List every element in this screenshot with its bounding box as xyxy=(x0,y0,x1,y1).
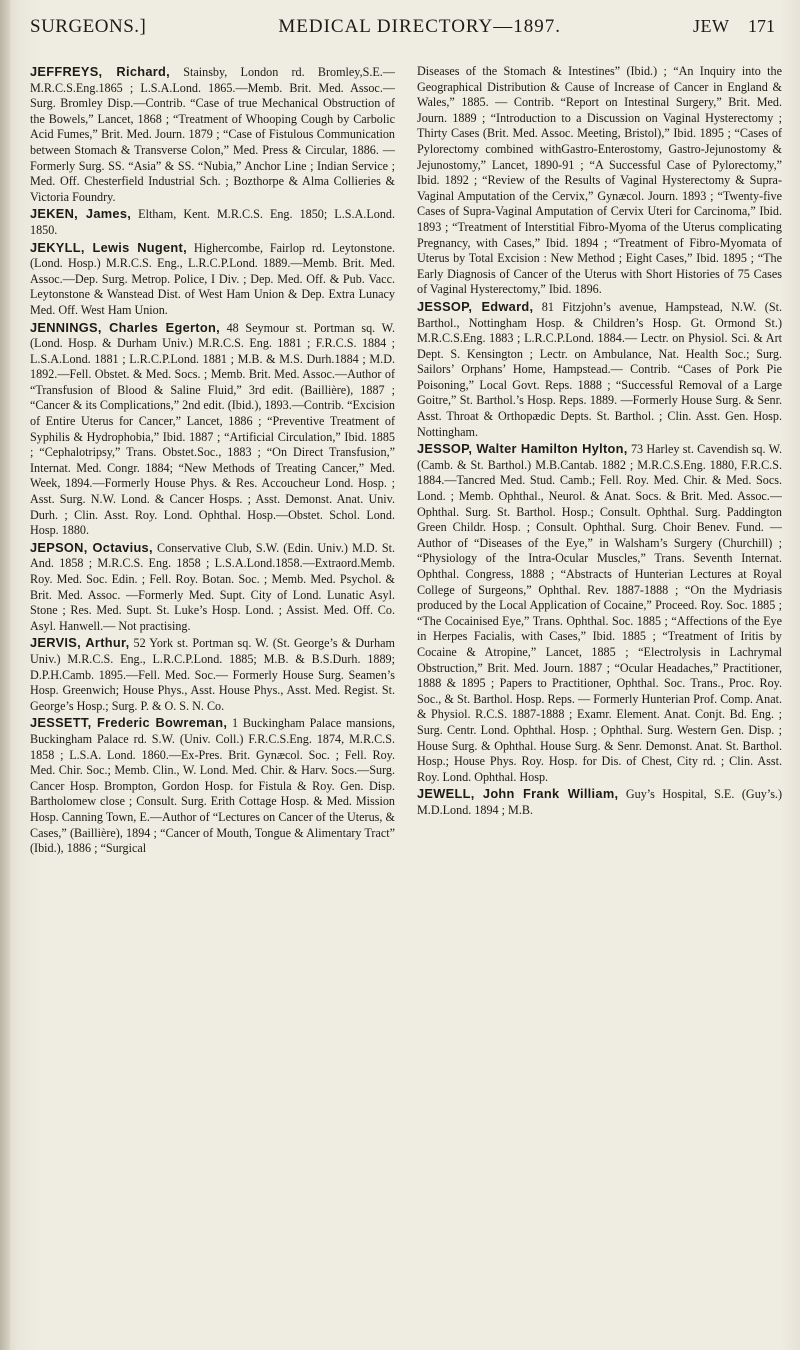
entry-text: 1 Buckingham Palace mansions, Buckingham Palace rd. S.W. (Univ. Coll.) F.R.C.S.Eng. 1874, M.R.C.S. 1858 ; L.S.A. Lond. 1860.—Ex-Pres. Brit. Gynæcol. Soc. ; Fell. Roy. Med. Chir. Soc.; Memb. Clin., W. Lond. Med. Chir. & Harv. Socs.—Surg. Cancer Hosp. Brompton, Gordon Hosp. for Fistula & Roy. Gen. Disp. Bartholomew close ; Consult. Surg. Erith Cottage Hosp. & Med. Mission Hosp. Canning Town, E.—Author of “Lectures on Cancer of the Uterus, & Cases,” (Baillière), 1894 ; “Cancer of Mouth, Tongue & Alimentary Tract” (Ibid.), 1886 ; “Surgical xyxy=(30,716,395,856)
entry-name: JESSOP, Walter Hamilton Hylton, xyxy=(417,441,628,457)
index-letters: JEW xyxy=(693,16,730,36)
directory-entry xyxy=(417,299,782,440)
header-right xyxy=(693,16,775,37)
entry-name: JESSOP, Edward, xyxy=(417,298,534,314)
directory-entry xyxy=(30,320,395,539)
entry-name: JENNINGS, Charles Egerton, xyxy=(30,319,220,335)
text-columns xyxy=(30,64,782,1336)
directory-entry xyxy=(30,540,395,635)
directory-entry xyxy=(417,64,782,298)
entry-name: JEKEN, James, xyxy=(30,206,132,222)
directory-entry xyxy=(30,635,395,714)
entry-name: JESSETT, Frederic Bowreman, xyxy=(30,715,228,731)
entry-text: Highercombe, Fairlop rd. Leytonstone. (Lond. Hosp.) M.R.C.S. Eng., L.R.C.P.Lond. 1889.—Memb. Brit. Med. Assoc.—Dep. Surg. Metrop. Police, I Div. ; Dep. Med. Off. & Pub. Vacc. Leytonstone & Wanstead Dist. of West Ham Union & Dep. Extra Lunacy Med. Off. West Ham Union. xyxy=(30,240,395,317)
entry-text: Diseases of the Stomach & Intestines” (Ibid.) ; “An Inquiry into the Geographical Distribution & Cause of Increase of Cancer in England & Wales,” 1885. — Contrib. “Report on Intestinal Surgery,” Brit. Med. Journ. 1889 ; “Introduction to a Discussion on Vaginal Hysterectomy ; Thirty Cases (Brit. Med. Assoc. Meeting, Bristol),” Ibid. 1895 ; “Cases of Pylorectomy combined withGastro-Enterostomy, Gastro-Jejunostomy & Jejunostomy,” Lancet, 1890-91 ; “A Successful Case of Pylorectomy,” Ibid. 1892 ; “Review of the Results of Vaginal Hysterectomy & Supra-Vaginal Amputation of the Cervix,” Gynæcol. Journ. 1893 ; “Twenty-five Cases of Supra-Vaginal Amputation of Cervix Uteri for Carcinoma,” Ibid. 1893 ; “Treatment of Interstitial Fibro-Myoma of the Uterus complicating Pregnancy, with Cases,” Ibid. 1894 ; “Treatment of Fibro-Myomata of Uterus by Total Excision : New Method ; Eight Cases,” Ibid. 1895 ; “The Early Diagnosis of Cancer of the Uterus with Short Histories of 75 Cases of Vaginal Hysterectomy,” Ibid. 1896. xyxy=(417,64,782,297)
right-column xyxy=(417,64,782,1336)
directory-entry xyxy=(417,786,782,818)
entry-text: Conservative Club, S.W. (Edin. Univ.) M.D. St. And. 1858 ; M.R.C.S. Eng. 1858 ; L.S.A.Lond.1858.—Extraord.Memb. Roy. Med. Soc. Edin. ; Fell. Roy. Botan. Soc. ; Memb. Med. Psychol. & Brit. Med. Assoc. —Formerly Med. Supt. City of Lond. Lunatic Asyl. Stone ; Res. Med. Supt. St. Luke’s Hosp. Lond. ; Assist. Med. Off. Co. Asyl. Hanwell.— Not practising. xyxy=(30,540,395,633)
entry-name: JEWELL, John Frank William, xyxy=(417,786,619,802)
book-spine-edge xyxy=(0,0,10,1350)
entry-text: Stainsby, London rd. Bromley,S.E.—M.R.C.S.Eng.1865 ; L.S.A.Lond. 1865.—Memb. Brit. Med. Assoc.—Surg. Bromley Disp.—Contrib. “Case of true Mechanical Obstruction of the Bowels,” Lancet, 1868 ; “Treatment of Whooping Cough by Carbolic Acid Fumes,” Brit. Med. Journ. 1879 ; “Case of Fistulous Communication between Stomach & Transverse Colon,” Med. Press & Circular, 1886. —Formerly Surg. SS. “Asia” & SS. “Nubia,” Anchor Line ; Indian Service ; Med. Off. Chesterfield Industrial Sch. ; Bozthorpe & Alma Collieries & Victoria Foundry. xyxy=(30,65,395,204)
directory-entry xyxy=(417,441,782,785)
directory-entry xyxy=(30,64,395,205)
directory-entry xyxy=(30,206,395,238)
page-number: 171 xyxy=(748,16,775,36)
entry-name: JEFFREYS, Richard, xyxy=(30,64,171,79)
entry-name: JEPSON, Octavius, xyxy=(30,539,153,555)
section-label: SURGEONS.] xyxy=(30,16,147,37)
left-column xyxy=(30,64,395,1336)
running-title: MEDICAL DIRECTORY—1897. xyxy=(278,16,562,37)
entry-name: JEKYLL, Lewis Nugent, xyxy=(30,239,187,255)
entry-text: 81 Fitzjohn’s avenue, Hampstead, N.W. (St. Barthol., Nottingham Hosp. & Children’s Hosp. Gt. Ormond St.) M.R.C.S.Eng. 1883 ; L.R.C.P.Lond. 1884.— Lectr. on Physiol. Sci. & Art Dept. S. Kensington ; Lectr. on Ambulance, Nat. Health Soc.; Surg. Sailors’ Orphans’ Home, Hampstead.— Contrib. “Cases of Pork Pie Poisoning,” Local Govt. Reps. 1888 ; “Successful Removal of a Large Goitre,” St. Barthol.’s Hosp. Reps. 1889. —Formerly House Surg. & Senr. Asst. Throat & Orthopædic Depts. St. Barthol. ; Clin. Asst. Gen. Hosp. Nottingham. xyxy=(417,299,782,439)
entry-text: Eltham, Kent. M.R.C.S. Eng. 1850; L.S.A.Lond. 1850. xyxy=(30,207,395,237)
entry-text: 73 Harley st. Cavendish sq. W. (Camb. & St. Barthol.) M.B.Cantab. 1882 ; M.R.C.S.Eng. 1880, F.R.C.S. 1884.—Tancred Med. Stud. Camb.; Fell. Roy. Med. Chir. & Med. Socs. Lond. ; Memb. Ophthal., Neurol. & Anat. Socs. & Brit. Med. Assoc.—Ophthal. Surg. St. Barthol. Hosp.; Consult. Ophthal. Surg. Paddington Green Childr. Hosp. ; Consult. Ophthal. Surg. Choir Benev. Fund. — Author of “Diseases of the Eye,” in Walsham’s Surgery (Churchill) ; “Physiology of the Intra-Ocular Muscles,” Trans. Seventh Internat. Ophthal. Congress, 1888 ; “Abstracts of Hunterian Lectures at Royal College of Surgeons,” Ophthal. Rev. 1887-1888 ; “On the Mydriasis produced by the Local Application of Cocaine,” Proceed. Roy. Soc. 1885 ; “The Cocainised Eye,” Trans. Ophthal. Soc. 1885 ; “Affections of the Eye in Herpes Facialis, with Cases,” Ibid. 1885 ; “Treatment of Iritis by Cocaine & Atropine,” Lancet, 1885 ; “Electrolysis in Lachrymal Obstruction,” Brit. Med. Journ. 1887 ; “Ocular Headaches,” Practitioner, 1888 & 1895 ; Papers to Practitioner, Ophthal. Soc. Trans., Proc. Roy. Soc., & St. Barthol. Hosp. Reps. — Formerly Hunterian Prof. Comp. Anat. & Physiol. R.C.S. 1887-1888 ; Examr. Element. Anat. Conjt. Bd. Eng. ; Surg. Centr. Lond. Ophthal. Hosp. ; Ophthal. Surg. Western Gen. Disp. ; House Surg. & Ophthal. House Surg. & Senr. Demonst. Anat. St. Barthol. Hosp.; House Phys. Roy. Hosp. for Dis. of Chest, City rd. ; Clin. Asst. Roy. Lond. Ophthal. Hosp. xyxy=(417,442,782,784)
entry-text: 48 Seymour st. Portman sq. W. (Lond. Hosp. & Durham Univ.) M.R.C.S. Eng. 1881 ; F.R.C.S. 1884 ; L.S.A.Lond. 1881 ; L.R.C.P.Lond. 1881 ; M.B. & M.S. Durh.1884 ; M.D. 1892.—Fell. Obstet. & Med. Socs. ; Memb. Brit. Med. Assoc.—Author of “Transfusion of Blood & Saline Fluid,” 3rd edit. (Baillière), 1887 ; “Cancer & its Complications,” 2nd edit. (Ibid.), 1893.—Contrib. “Excision of Entire Uterus for Cancer,” Lancet, 1886 ; “Preventive Treatment of Syphilis & Hydrophobia,” Ibid. 1887 ; “Artificial Circulation,” Ibid. 1885 ; “Cephalotripsy,” Trans. Obstet.Soc., 1883 ; “On Direct Transfusion,” Internat. Med. Congr. 1884; “New Methods of Treating Cancer,” Med. Week, 1894.—Formerly House Phys. & Res. Accoucheur Lond. Hosp. ; Asst. Surg. N.W. Lond. & Cancer Hosps. ; Asst. Demonst. Anat. Univ. Durh. ; Clin. Asst. Roy. Lond. Ophthal. Hosp.—Obstet. Schol. Lond. Hosp. 1880. xyxy=(30,320,395,538)
entry-text: 52 York st. Portman sq. W. (St. George’s & Durham Univ.) M.R.C.S. Eng., L.R.C.P.Lond. 1885; M.B. & B.S.Durh. 1889; D.P.H.Camb. 1895.—Fell. Med. Soc.— Formerly House Surg. Seamen’s Hosp. Greenwich; House Phys., Asst. House Phys., Asst. Med. Regist. St. George’s Hosp.; Surg. P. & O. S. N. Co. xyxy=(30,636,395,713)
entry-name: JERVIS, Arthur, xyxy=(30,635,130,651)
entry-text: Guy’s Hospital, S.E. (Guy’s.) M.D.Lond. 1894 ; M.B. xyxy=(417,787,782,817)
directory-entry xyxy=(30,240,395,319)
directory-entry xyxy=(30,715,395,856)
page-header xyxy=(30,16,775,46)
